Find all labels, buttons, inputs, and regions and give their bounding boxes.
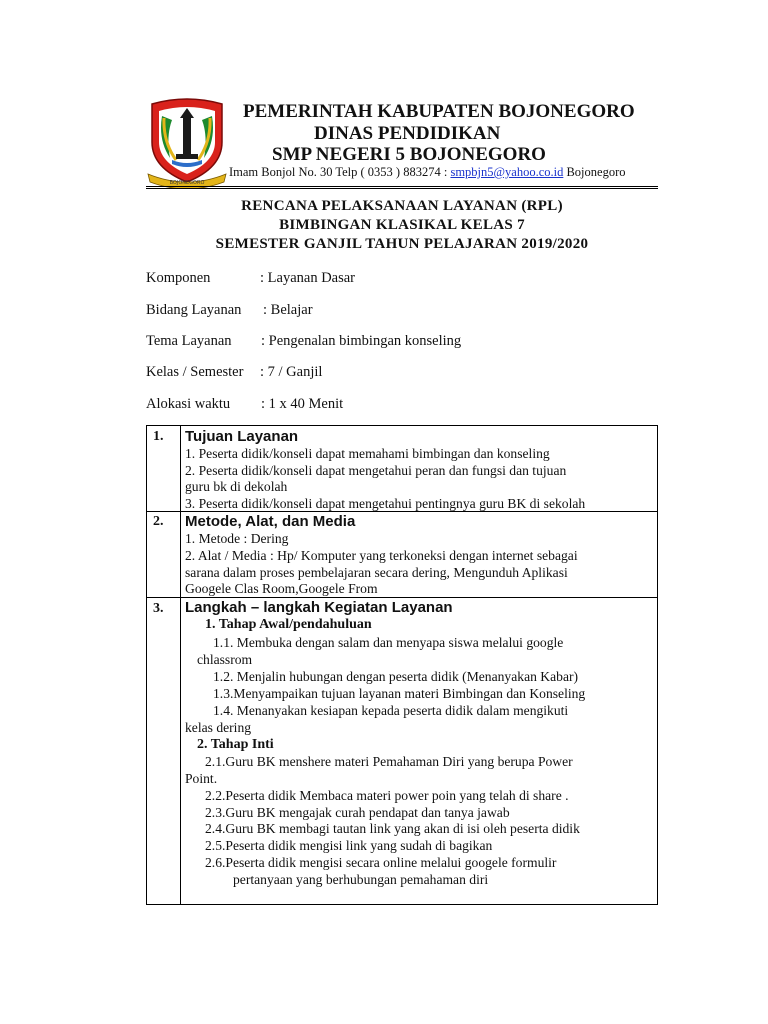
info-label-komponen: Komponen — [146, 270, 211, 286]
bojonegoro-crest-logo — [146, 96, 228, 188]
table-line: Googele Clas Room,Googele From — [185, 581, 378, 596]
subheading-tahap-inti: 2. Tahap Inti — [197, 737, 274, 752]
table-line: 2.4.Guru BK membagi tautan link yang akan di isi oleh peserta didik — [205, 821, 580, 836]
table-line: 2. Peserta didik/konseli dapat mengetahui peran dan fungsi dan tujuan — [185, 463, 567, 478]
table-line: 2.1.Guru BK menshere materi Pemahaman Diri yang berupa Power — [205, 754, 573, 769]
table-line: 3. Peserta didik/konseli dapat mengetahui pentingnya guru BK di sekolah — [185, 496, 586, 511]
table-line: 1.4. Menanyakan kesiapan kepada peserta didik dalam mengikuti — [213, 703, 569, 718]
address-city: Bojonegoro — [563, 165, 626, 179]
section-heading-langkah: Langkah – langkah Kegiatan Layanan — [185, 599, 453, 616]
table-line: 1.2. Menjalin hubungan dengan peserta didik (Menanyakan Kabar) — [213, 669, 579, 684]
info-value-bidang: : Belajar — [263, 302, 313, 318]
section-heading-metode: Metode, Alat, dan Media — [185, 513, 356, 530]
doc-title: RENCANA PELAKSANAAN LAYANAN (RPL) — [241, 198, 563, 214]
table-line: Point. — [185, 771, 218, 786]
info-label-kelas: Kelas / Semester — [146, 364, 244, 380]
doc-semester: SEMESTER GANJIL TAHUN PELAJARAN 2019/2020 — [215, 236, 589, 252]
address-text: Imam Bonjol No. 30 Telp ( 0353 ) 883274 : — [229, 165, 451, 179]
info-value-komponen: : Layanan Dasar — [260, 270, 356, 286]
table-row-divider — [147, 597, 657, 598]
table-line: 2. Alat / Media : Hp/ Komputer yang terkoneksi dengan internet sebagai — [185, 548, 578, 563]
letterhead-rule-thin — [146, 188, 658, 189]
table-line: 2.6.Peserta didik mengisi secara online melalui googele formulir — [205, 855, 557, 870]
doc-subtitle: BIMBINGAN KLASIKAL KELAS 7 — [279, 217, 525, 233]
section-number: 3. — [153, 601, 164, 616]
info-value-alokasi: : 1 x 40 Menit — [261, 396, 344, 412]
letterhead-address — [229, 165, 626, 180]
table-line: chlassrom — [197, 652, 253, 667]
email-link[interactable]: smpbjn5@yahoo.co.id — [450, 165, 564, 179]
table-line: 2.5.Peserta didik mengisi link yang sudah di bagikan — [205, 838, 493, 853]
table-line: sarana dalam proses pembelajaran secara dering, Mengunduh Aplikasi — [185, 565, 568, 580]
table-line: guru bk di dekolah — [185, 479, 288, 494]
table-line: 2.2.Peserta didik Membaca materi power poin yang telah di share . — [205, 788, 569, 803]
table-line: 2.3.Guru BK mengajak curah pendapat dan tanya jawab — [205, 805, 510, 820]
letterhead-rule-thick — [146, 186, 658, 187]
table-line: kelas dering — [185, 720, 252, 735]
letterhead-government: PEMERINTAH KABUPATEN BOJONEGORO — [243, 101, 635, 122]
section-heading-tujuan: Tujuan Layanan — [185, 428, 299, 445]
section-number: 2. — [153, 514, 164, 529]
letterhead-school: SMP NEGERI 5 BOJONEGORO — [272, 144, 546, 165]
info-value-tema: : Pengenalan bimbingan konseling — [261, 333, 462, 349]
table-line: pertanyaan yang berhubungan pemahaman diri — [233, 872, 489, 887]
rpl-table — [146, 425, 658, 905]
subheading-tahap-awal: 1. Tahap Awal/pendahuluan — [205, 617, 372, 632]
table-line: 1. Peserta didik/konseli dapat memahami bimbingan dan konseling — [185, 446, 550, 461]
section-number: 1. — [153, 429, 164, 444]
logo-ribbon-text: BOJONEGORO — [169, 180, 205, 186]
table-line: 1. Metode : Dering — [185, 531, 289, 546]
info-label-bidang: Bidang Layanan — [146, 302, 242, 318]
info-label-alokasi: Alokasi waktu — [146, 396, 231, 412]
info-label-tema: Tema Layanan — [146, 333, 232, 349]
table-line: 1.3.Menyampaikan tujuan layanan materi Bimbingan dan Konseling — [213, 686, 586, 701]
table-line: 1.1. Membuka dengan salam dan menyapa siswa melalui google — [213, 635, 564, 650]
letterhead-department: DINAS PENDIDIKAN — [314, 123, 501, 144]
info-value-kelas: : 7 / Ganjil — [260, 364, 323, 380]
table-column-divider — [180, 426, 181, 904]
